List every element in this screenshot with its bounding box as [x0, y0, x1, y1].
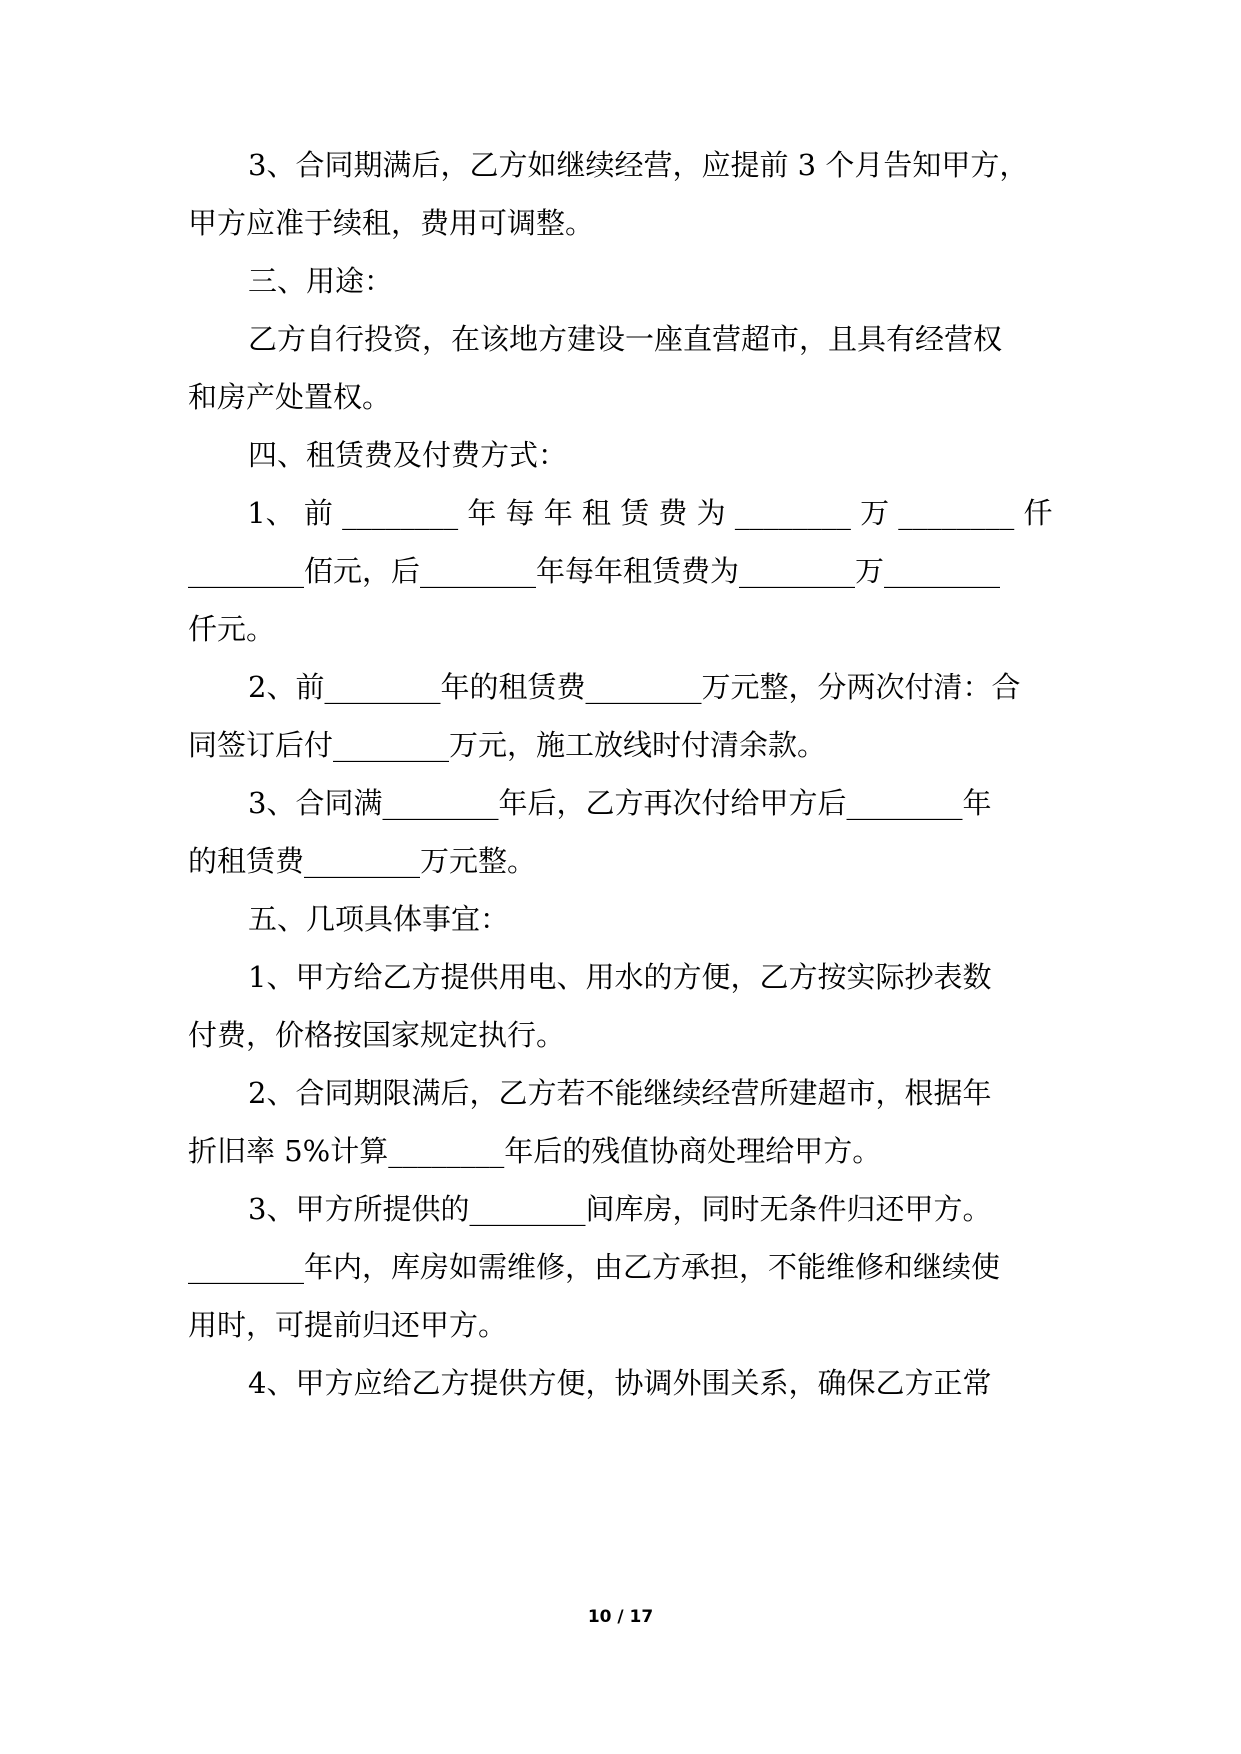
text-line: 4、甲方应给乙方提供方便，协调外围关系，确保乙方正常 [248, 1366, 992, 1400]
text-line: 3、合同期满后，乙方如继续经营，应提前 3 个月告知甲方， [248, 148, 1029, 182]
text-line: 3、甲方所提供的________间库房，同时无条件归还甲方。 [248, 1192, 992, 1226]
text-line: ________佰元，后________年每年租赁费为________万________ [188, 554, 1001, 588]
text-line: 用时，可提前归还甲方。 [188, 1308, 508, 1342]
text-line: 仟元。 [188, 612, 276, 646]
text-line: 1、 前 ________ 年 每 年 租 赁 费 为 ________ 万 ________ 仟 [238, 496, 1053, 530]
section-heading: 四、租赁费及付费方式： [248, 438, 568, 472]
page-number: 10 / 17 [587, 1607, 654, 1627]
text-line: 付费，价格按国家规定执行。 [188, 1018, 566, 1052]
text-line: 折旧率 5%计算________年后的残值协商处理给甲方。 [188, 1134, 882, 1168]
text-line: 乙方自行投资，在该地方建设一座直营超市，且具有经营权 [248, 322, 1003, 356]
text-line: 和房产处置权。 [188, 380, 392, 414]
text-line: ________年内，库房如需维修，由乙方承担，不能维修和继续使 [188, 1250, 1001, 1284]
text-line: 2、前________年的租赁费________万元整，分两次付清：合 [248, 670, 1021, 704]
text-line: 的租赁费________万元整。 [188, 844, 537, 878]
text-line: 甲方应准于续租，费用可调整。 [188, 206, 595, 240]
section-heading: 三、用途： [248, 264, 394, 298]
text-line: 2、合同期限满后，乙方若不能继续经营所建超市，根据年 [248, 1076, 992, 1110]
text-line: 1、甲方给乙方提供用电、用水的方便，乙方按实际抄表数 [248, 960, 992, 994]
text-line: 3、合同满________年后，乙方再次付给甲方后________年 [248, 786, 992, 820]
text-line: 同签订后付________万元，施工放线时付清余款。 [188, 728, 827, 762]
section-heading: 五、几项具体事宜： [248, 902, 510, 936]
